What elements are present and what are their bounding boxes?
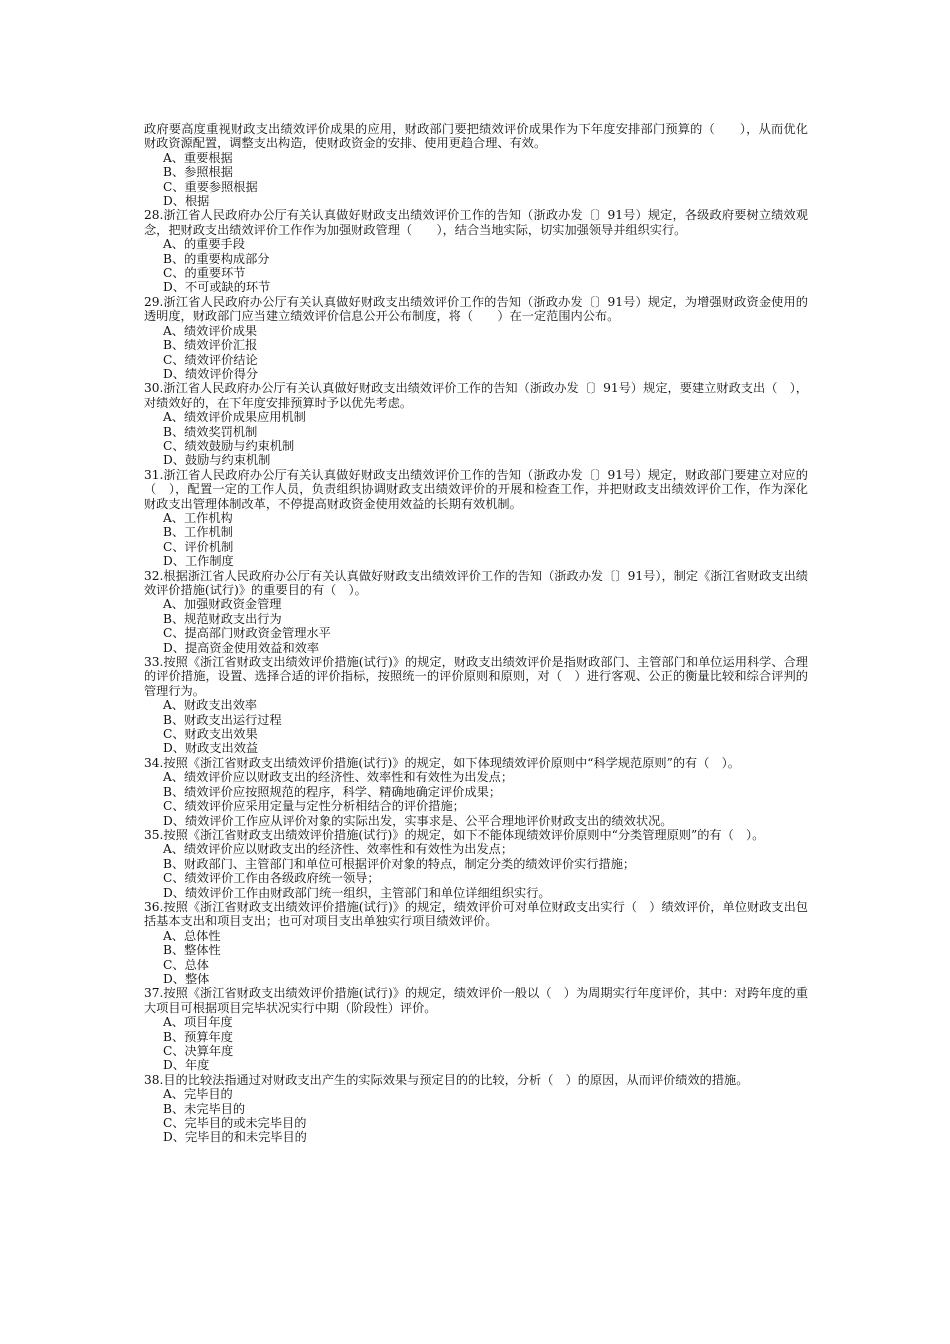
answer-option: D、绩效评价工作由财政部门统一组织，主管部门和单位详细组织实行。 — [163, 885, 551, 900]
question-block — [144, 122, 808, 208]
answer-option: C、评价机制 — [163, 539, 234, 554]
answer-option: A、完毕目的 — [163, 1087, 233, 1102]
question-stem: 34.按照《浙江省财政支出绩效评价措施(试行)》的规定，如下体现绩效评价原则中“科学规范原则”的有（ ）。 — [144, 755, 740, 770]
question-block — [144, 986, 808, 1072]
answer-option: C、绩效鼓励与约束机制 — [163, 438, 295, 453]
question-stem: 35.按照《浙江省财政支出绩效评价措施(试行)》的规定，如下不能体现绩效评价原则中“分类管理原则”的有（ ）。 — [144, 827, 765, 842]
answer-option: D、完毕目的和未完毕目的 — [163, 1130, 307, 1145]
answer-option: C、财政支出效果 — [163, 727, 258, 742]
answer-option: B、财政部门、主管部门和单位可根据评价对象的特点，制定分类的绩效评价实行措施； — [163, 856, 636, 871]
answer-option: D、提高资金使用效益和效率 — [163, 640, 320, 655]
answer-option: C、的重要环节 — [163, 266, 246, 281]
answer-option: A、加强财政资金管理 — [163, 597, 282, 612]
answer-option: B、未完毕目的 — [163, 1101, 246, 1116]
question-block — [144, 208, 808, 294]
answer-option: B、绩效奖罚机制 — [163, 424, 258, 439]
answer-option: D、根据 — [163, 194, 210, 209]
answer-option: A、的重要手段 — [163, 237, 245, 252]
answer-option: A、绩效评价应以财政支出的经济性、效率性和有效性为出发点； — [163, 770, 514, 785]
question-stem: 31.浙江省人民政府办公厅有关认真做好财政支出绩效评价工作的告知（浙政办发〔〕91号）规定，财政部门要建立对应的（ ），配置一定的工作人员，负责组织协调财政支出绩效评价的开展和检查工作，并把财政支出绩效评价工作，作为深化财政支出管理体制改革，不停提高财政资金使用效益的长期有效机制。 — [144, 467, 808, 511]
document-page — [144, 122, 808, 1145]
answer-option: D、不可或缺的环节 — [163, 280, 271, 295]
question-block — [144, 468, 808, 569]
answer-option: B、财政支出运行过程 — [163, 712, 282, 727]
answer-option: D、年度 — [163, 1058, 210, 1073]
answer-option: D、工作制度 — [163, 554, 234, 569]
answer-option: B、整体性 — [163, 943, 221, 958]
answer-option: A、工作机构 — [163, 510, 233, 525]
question-stem: 37.按照《浙江省财政支出绩效评价措施(试行)》的规定，绩效评价一般以（ ）为周期实行年度评价，其中：对跨年度的重大项目可根据项目完毕状况实行中期（阶段性）评价。 — [144, 986, 808, 1015]
answer-option: C、绩效评价工作由各级政府统一领导； — [163, 871, 380, 886]
answer-option: C、重要参照根据 — [163, 179, 258, 194]
answer-option: B、规范财政支出行为 — [163, 611, 282, 626]
question-stem: 28.浙江省人民政府办公厅有关认真做好财政支出绩效评价工作的告知（浙政办发〔〕91号）规定，各级政府要树立绩效观念，把财政支出绩效评价工作作为加强财政管理（ ），结合当地实际，切实加强领导并组织实行。 — [144, 208, 808, 237]
question-block — [144, 381, 808, 467]
answer-option: A、总体性 — [163, 928, 221, 943]
answer-option: D、绩效评价得分 — [163, 366, 259, 381]
answer-option: B、绩效评价汇报 — [163, 338, 258, 353]
answer-option: B、参照根据 — [163, 165, 233, 180]
answer-option: C、决算年度 — [163, 1044, 234, 1058]
answer-option: A、绩效评价成果应用机制 — [163, 410, 306, 425]
answer-option: B、工作机制 — [163, 525, 233, 540]
answer-option: C、完毕目的或未完毕目的 — [163, 1116, 307, 1131]
question-stem: 政府要高度重视财政支出绩效评价成果的应用，财政部门要把绩效评价成果作为下年度安排部门预算的（ ），从而优化财政资源配置，调整支出构造，使财政资金的安排、使用更趋合理、有效。 — [144, 122, 808, 151]
answer-option: A、财政支出效率 — [163, 698, 258, 713]
question-stem: 36.按照《浙江省财政支出绩效评价措施(试行)》的规定，绩效评价可对单位财政支出实行（ ）绩效评价，单位财政支出包括基本支出和项目支出；也可对项目支出单独实行项目绩效评价。 — [144, 899, 808, 929]
answer-option: C、绩效评价结论 — [163, 352, 258, 367]
answer-option: D、鼓励与约束机制 — [163, 453, 271, 468]
answer-option: D、财政支出效益 — [163, 741, 259, 756]
answer-option: B、的重要构成部分 — [163, 251, 270, 266]
answer-option: D、绩效评价工作应从评价对象的实际出发，实事求是、公平合理地评价财政支出的绩效状况。 — [163, 813, 673, 828]
question-block — [144, 900, 808, 986]
answer-option: B、绩效评价应按照规范的程序，科学、精确地确定评价成果； — [163, 784, 502, 799]
question-stem: 33.按照《浙江省财政支出绩效评价措施(试行)》的规定，财政支出绩效评价是指财政部门、主管部门和单位运用科学、合理的评价措施，设置、选择合适的评价指标，按照统一的评价原则和原则，对（ ）进行客观、公正的衡量比较和综合评判的管理行为。 — [144, 655, 808, 698]
question-block — [144, 1073, 808, 1145]
answer-option: C、提高部门财政资金管理水平 — [163, 626, 331, 641]
answer-option: A、重要根据 — [163, 150, 233, 165]
answer-option: C、绩效评价应采用定量与定性分析相结合的评价措施； — [163, 799, 465, 814]
question-stem: 38.目的比较法指通过对财政支出产生的实际效果与预定目的的比较，分析（ ）的原因，从而评价绩效的措施。 — [144, 1072, 749, 1087]
answer-option: A、绩效评价应以财政支出的经济性、效率性和有效性为出发点； — [163, 842, 514, 857]
answer-option: A、项目年度 — [163, 1015, 233, 1030]
answer-option: B、预算年度 — [163, 1029, 233, 1044]
question-block — [144, 295, 808, 381]
question-block — [144, 828, 808, 900]
answer-option: A、绩效评价成果 — [163, 323, 258, 338]
question-block — [144, 569, 808, 655]
question-stem: 29.浙江省人民政府办公厅有关认真做好财政支出绩效评价工作的告知（浙政办发〔〕91号）规定，为增强财政资金使用的透明度，财政部门应当建立绩效评价信息公开公布制度，将（ ）在一定范围内公布。 — [144, 294, 808, 324]
question-block — [144, 655, 808, 756]
question-block — [144, 756, 808, 828]
answer-option: D、整体 — [163, 971, 210, 986]
question-stem: 32.根据浙江省人民政府办公厅有关认真做好财政支出绩效评价工作的告知（浙政办发〔〕91号），制定《浙江省财政支出绩效评价措施(试行)》的重要目的有（ ）。 — [144, 568, 808, 597]
question-stem: 30.浙江省人民政府办公厅有关认真做好财政支出绩效评价工作的告知（浙政办发〔〕91号）规定，要建立财政支出（ ），对绩效好的，在下年度安排预算时予以优先考虑。 — [144, 381, 808, 410]
answer-option: C、总体 — [163, 957, 209, 972]
